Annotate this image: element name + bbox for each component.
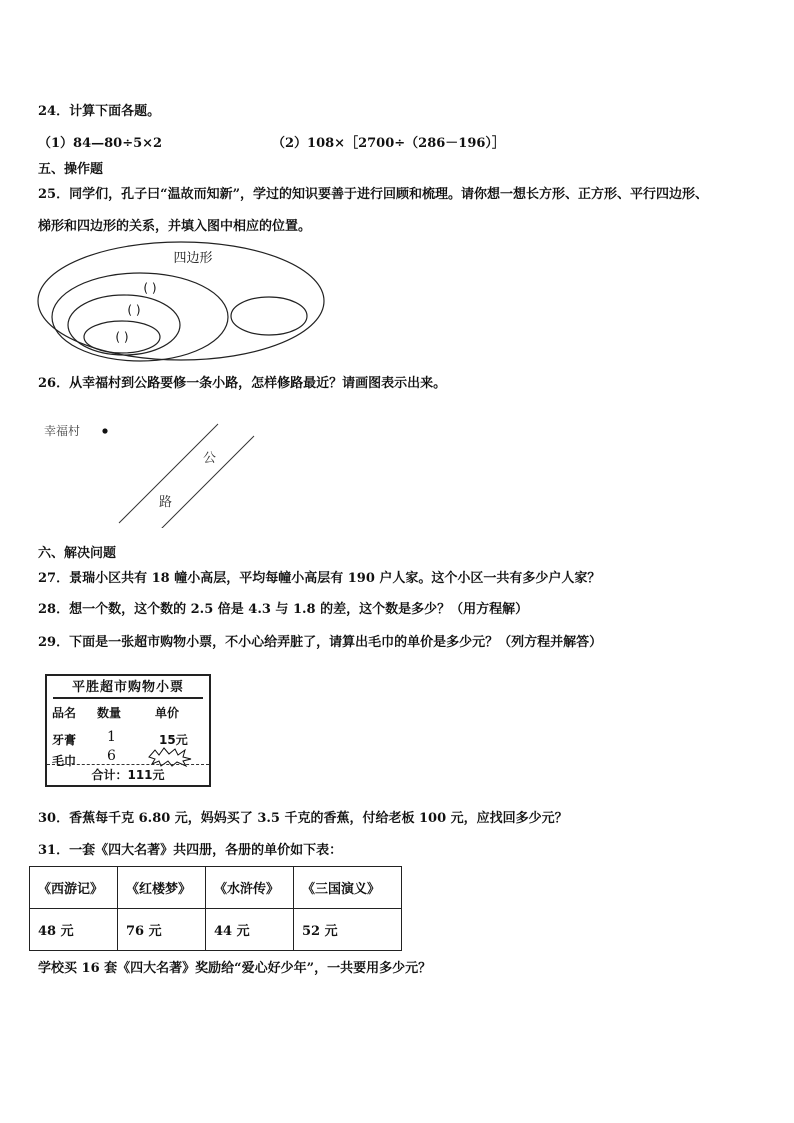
section-heading-5: 五、操作题 [38,162,104,177]
receipt-row-name: 牙膏 [52,733,77,747]
table-row [30,909,402,951]
q27-question: 27．景瑞小区共有 18 幢小高层，平均每幢小高层有 190 户人家。这个小区一共有多少户人家？ [38,571,601,586]
book-title-cell: 《水浒传》 [206,867,294,909]
book-price-table [29,866,402,951]
quadrilateral-venn-diagram [36,240,328,364]
receipt-title: 平胜超市购物小票 [53,679,203,699]
village-dot [102,428,107,433]
q24-title: 24．计算下面各题。 [38,104,161,119]
q29-question: 29．下面是一张超市购物小票，不小心给弄脏了，请算出毛巾的单价是多少元？（列方程并解答） [38,635,603,650]
q28-question: 28．想一个数，这个数的 2.5 倍是 4.3 与 1.8 的差，这个数是多少？（用方程解） [38,602,529,617]
q30-question: 30．香蕉每千克 6.80 元，妈妈买了 3.5 千克的香蕉，付给老板 100 元，应找回多少元？ [38,811,568,826]
parallelogram-blank[interactable]: ( ) [143,281,157,295]
book-title-cell: 《三国演义》 [294,867,402,909]
q24-part2: （2）108×［2700÷（286－196）］ [272,136,505,151]
village-label: 幸福村 [44,424,81,438]
rectangle-blank[interactable]: ( ) [127,303,141,317]
book-price-cell: 48 元 [30,909,118,951]
receipt-header-name: 品名 [52,706,77,720]
book-price-cell: 76 元 [118,909,206,951]
q24-part1: （1）84—80÷5×2 [38,136,163,151]
book-price-cell: 44 元 [206,909,294,951]
parallelogram-ellipse [52,273,228,361]
receipt-header-qty: 数量 [97,706,122,720]
receipt-row-price: 15元 [159,733,188,747]
rectangle-ellipse [68,295,180,355]
shopping-receipt [45,674,211,787]
q31-followup-question: 学校买 16 套《四大名著》奖励给“爱心好少年”，一共要用多少元？ [38,961,432,976]
receipt-row-qty: 1 [107,729,116,745]
road-edge-2 [155,436,254,528]
q25-line1: 25．同学们，孔子曰“温故而知新”，学过的知识要善于进行回顾和梳理。请你想一想长方形、正方形、平行四边形、 [38,187,709,202]
q26-question: 26．从幸福村到公路要修一条小路，怎样修路最近？请画图表示出来。 [38,376,447,391]
square-blank[interactable]: ( ) [115,330,129,344]
road-char-lu: 路 [159,495,173,510]
q25-line2: 梯形和四边形的关系，并填入图中相应的位置。 [38,219,312,234]
quadrilateral-label: 四边形 [173,251,213,266]
receipt-row-name: 毛巾 [52,754,77,768]
book-title-cell: 《西游记》 [30,867,118,909]
q31-question: 31．一套《四大名著》共四册，各册的单价如下表： [38,843,343,858]
book-price-cell: 52 元 [294,909,402,951]
road-char-gong: 公 [203,451,217,466]
table-row [30,867,402,909]
book-title-cell: 《红楼梦》 [118,867,206,909]
receipt-row-qty: 6 [107,748,116,764]
road-map [40,418,260,528]
receipt-header-price: 单价 [155,706,180,720]
trapezoid-ellipse [231,297,307,335]
section-heading-6: 六、解决问题 [38,546,117,561]
receipt-total: 合计：111元 [47,764,209,785]
